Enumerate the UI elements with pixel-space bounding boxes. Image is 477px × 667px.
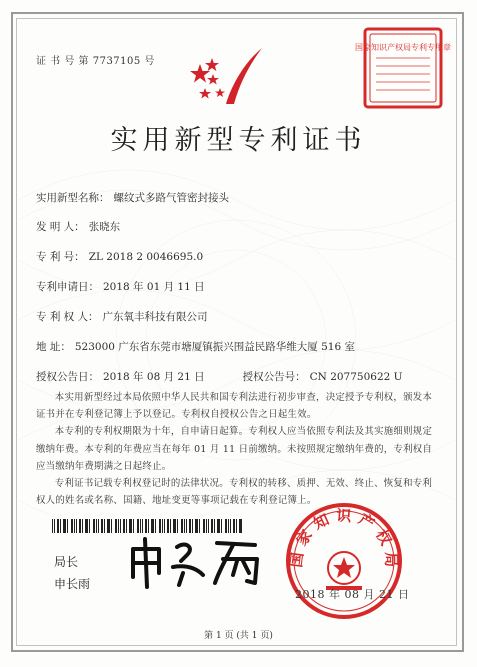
patent-office-emblem-icon (190, 44, 270, 106)
field-label: 发 明 人： (36, 221, 85, 233)
field-inventor (36, 219, 120, 234)
field-value: 2018 年 01 月 11 日 (103, 281, 205, 293)
field-value: ZL 2018 2 0046695.0 (88, 251, 204, 263)
svg-text:国家知识产权局专利专用章: 国家知识产权局专利专用章 (355, 43, 451, 52)
top-seal-icon (355, 26, 451, 110)
field-label-grant-number: 授权公告号： (242, 371, 306, 383)
field-label: 地 址： (36, 341, 71, 353)
field-application-date (36, 279, 205, 294)
director-name: 申长雨 (54, 577, 91, 591)
certificate-number: 证 书 号 第 7737105 号 (36, 56, 155, 67)
page-title: 实用新型专利证书 (110, 125, 367, 156)
field-label: 专 利 号： (36, 251, 85, 263)
field-utility-name (36, 190, 229, 205)
body-paragraph: 专利证书记载专利权登记时的法律状况。专利权的转移、质押、无效、终止、恢复和专利权人的姓名或名称、国籍、地址变更等事项记载在专利登记簿上。 (36, 478, 433, 507)
barcode (52, 519, 240, 533)
seal-date: 2018 年 08 月 21 日 (295, 588, 410, 601)
svg-text:国家知识产权局: 国家知识产权局 (287, 506, 401, 574)
field-value-grant-number: CN 207750622 U (309, 371, 403, 383)
field-grant-date (36, 369, 403, 384)
body-paragraph: 本实用新型经过本局依照中华人民共和国专利法进行初步审查，决定授予专利权，颁发本证书并在专利登记簿上予以登记。专利权自授权公告之日起生效。 (36, 392, 433, 421)
page-footer: 第 1 页 (共 1 页) (204, 631, 273, 641)
field-label: 授权公告日： (36, 371, 99, 383)
field-patentee (36, 309, 208, 324)
official-seal-icon (285, 502, 403, 620)
body-paragraph: 本专利的专利权期限为十年，自申请日起算。专利权人应当依照专利法及其实施细则规定缴纳年费。本专利的年费应当在每年 01 月 11 日前缴纳。未按照规定缴纳年费的，专利权自应当缴纳年费期满之日起终止。 (36, 426, 433, 472)
field-patent-number (36, 249, 203, 264)
director-title: 局长 (54, 555, 79, 569)
field-value: 523000 广东省东莞市塘厦镇振兴围益民路华维大厦 516 室 (74, 341, 355, 353)
field-label: 实用新型名称： (36, 192, 110, 204)
field-value: 2018 年 08 月 21 日 (103, 371, 205, 383)
field-label: 专 利 权 人： (36, 311, 99, 323)
field-address (36, 339, 355, 354)
field-value: 张晓东 (88, 221, 121, 233)
field-value: 螺纹式多路气管密封接头 (113, 192, 229, 204)
field-value: 广东氧丰科技有限公司 (102, 311, 208, 323)
certificate-body (36, 389, 436, 509)
field-label: 专利申请日： (36, 281, 99, 293)
director-signature (125, 537, 265, 589)
